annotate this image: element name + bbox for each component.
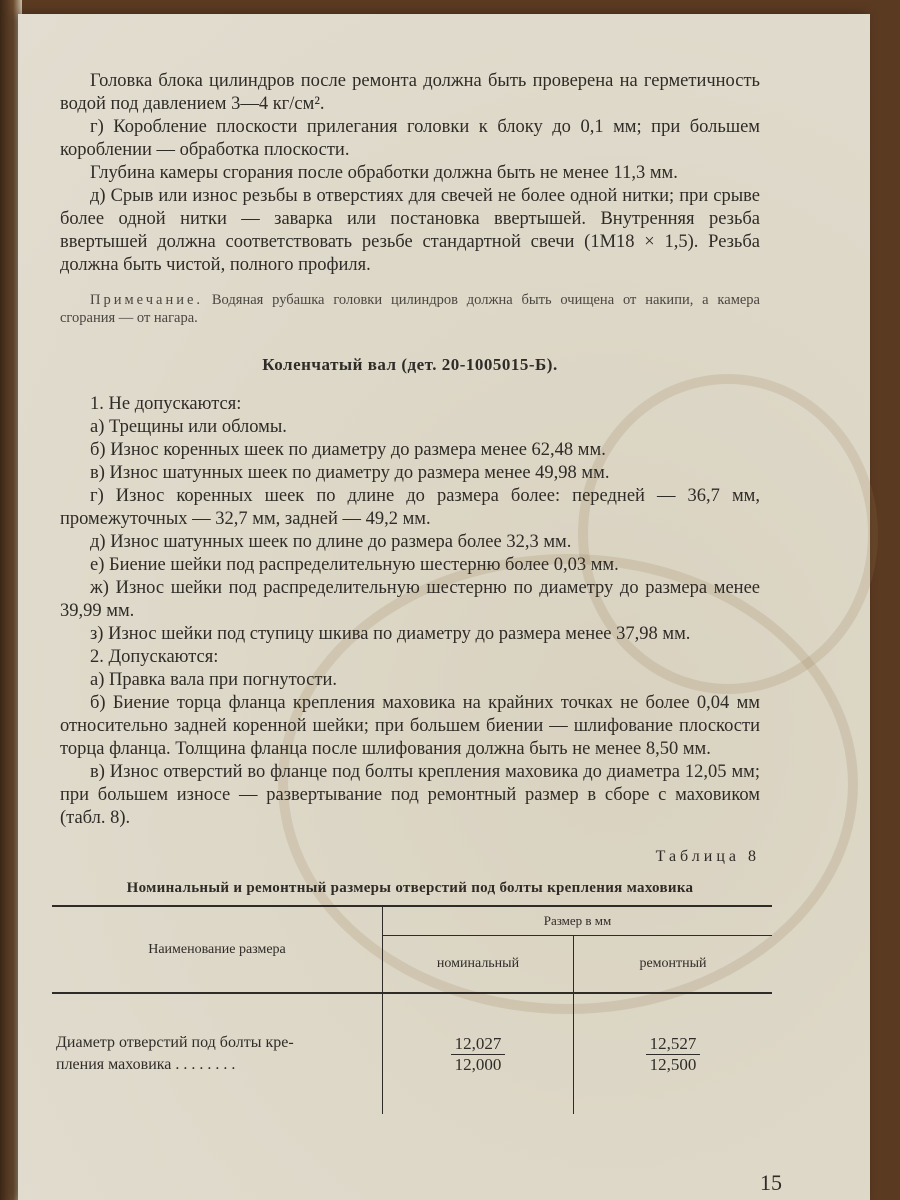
list-heading: 2. Допускаются: — [90, 647, 219, 667]
list-item: а) Трещины или обломы. — [90, 417, 287, 437]
dimensions-table — [52, 905, 772, 1114]
list-heading: 1. Не допускаются: — [90, 394, 242, 414]
page-number: 15 — [760, 1170, 782, 1195]
table-number: Таблица 8 — [655, 848, 760, 865]
nominal-lower: 12,000 — [454, 1054, 502, 1074]
table-row — [52, 993, 772, 1114]
table-title: Номинальный и ремонтный размеры отверстий под болты крепления маховика — [126, 880, 694, 896]
nominal-cell — [383, 993, 574, 1114]
row-name — [52, 993, 383, 1114]
list-item: д) Износ шатунных шеек по длине до размера более 32,3 мм. — [90, 532, 572, 552]
header-nominal: номинальный — [383, 936, 574, 994]
note-text: Водяная рубашка головки цилиндров должна быть очищена от накипи, а камера сгорания — от нагара. — [60, 292, 760, 326]
list-item: б) Износ коренных шеек по диаметру до размера менее 62,48 мм. — [90, 440, 606, 460]
paragraph: г) Коробление плоскости прилегания головки к блоку до 0,1 мм; при большем короблении — обработка плоскости. — [60, 117, 760, 160]
page-text — [56, 70, 760, 1114]
note-label: Примечание. — [90, 292, 204, 308]
list-item: з) Износ шейки под ступицу шкива по диаметру до размера менее 37,98 мм. — [90, 624, 691, 644]
list-item: а) Правка вала при погнутости. — [90, 670, 337, 690]
header-name: Наименование размера — [52, 906, 383, 993]
list-item: г) Износ коренных шеек по длине до размера более: передней — 36,7 мм, промежуточных — 32,7 мм, задней — 49,2 мм. — [60, 486, 760, 529]
header-group: Размер в мм — [383, 906, 773, 936]
repair-lower: 12,500 — [649, 1054, 697, 1074]
list-item: в) Износ шатунных шеек по диаметру до размера менее 49,98 мм. — [90, 463, 610, 483]
paragraph: д) Срыв или износ резьбы в отверстиях для свечей не более одной нитки; при срыве более одной нитки — заварка или постановка ввертышей. Внутренняя резьба ввертышей должна соответствовать резьбе стандартной свечи (1M18 × 1,5). Резьба должна быть чистой, полного профиля. — [60, 186, 760, 275]
section-title: Коленчатый вал (дет. 20-1005015-Б). — [262, 355, 558, 374]
nominal-upper: 12,027 — [451, 1034, 506, 1055]
header-repair: ремонтный — [574, 936, 773, 994]
list-item: в) Износ отверстий во фланце под болты крепления маховика до диаметра 12,05 мм; при большем износе — развертывание под ремонтный размер в сборе с маховиком (табл. 8). — [60, 762, 760, 828]
row-name-line: Диаметр отверстий под болты кре- — [56, 1034, 294, 1051]
nominal-fraction — [451, 1034, 506, 1075]
row-name-line: пления маховика . . . . . . . . — [56, 1056, 236, 1073]
repair-cell — [574, 993, 773, 1114]
paragraph: Головка блока цилиндров после ремонта должна быть проверена на герметичность водой под давлением 3—4 кг/см². — [60, 71, 760, 114]
list-item: б) Биение торца фланца крепления маховика на крайних точках не более 0,04 мм относительно задней коренной шейки; при большем биении — шлифование плоскости торца фланца. Толщина фланца после шлифования должна быть не менее 8,50 мм. — [60, 693, 760, 759]
paragraph: Глубина камеры сгорания после обработки должна быть не менее 11,3 мм. — [90, 163, 678, 183]
list-item: е) Биение шейки под распределительную шестерню более 0,03 мм. — [90, 555, 619, 575]
note — [60, 291, 760, 327]
repair-fraction — [646, 1034, 701, 1075]
list-item: ж) Износ шейки под распределительную шестерню по диаметру до размера менее 39,99 мм. — [60, 578, 760, 621]
repair-upper: 12,527 — [646, 1034, 701, 1055]
